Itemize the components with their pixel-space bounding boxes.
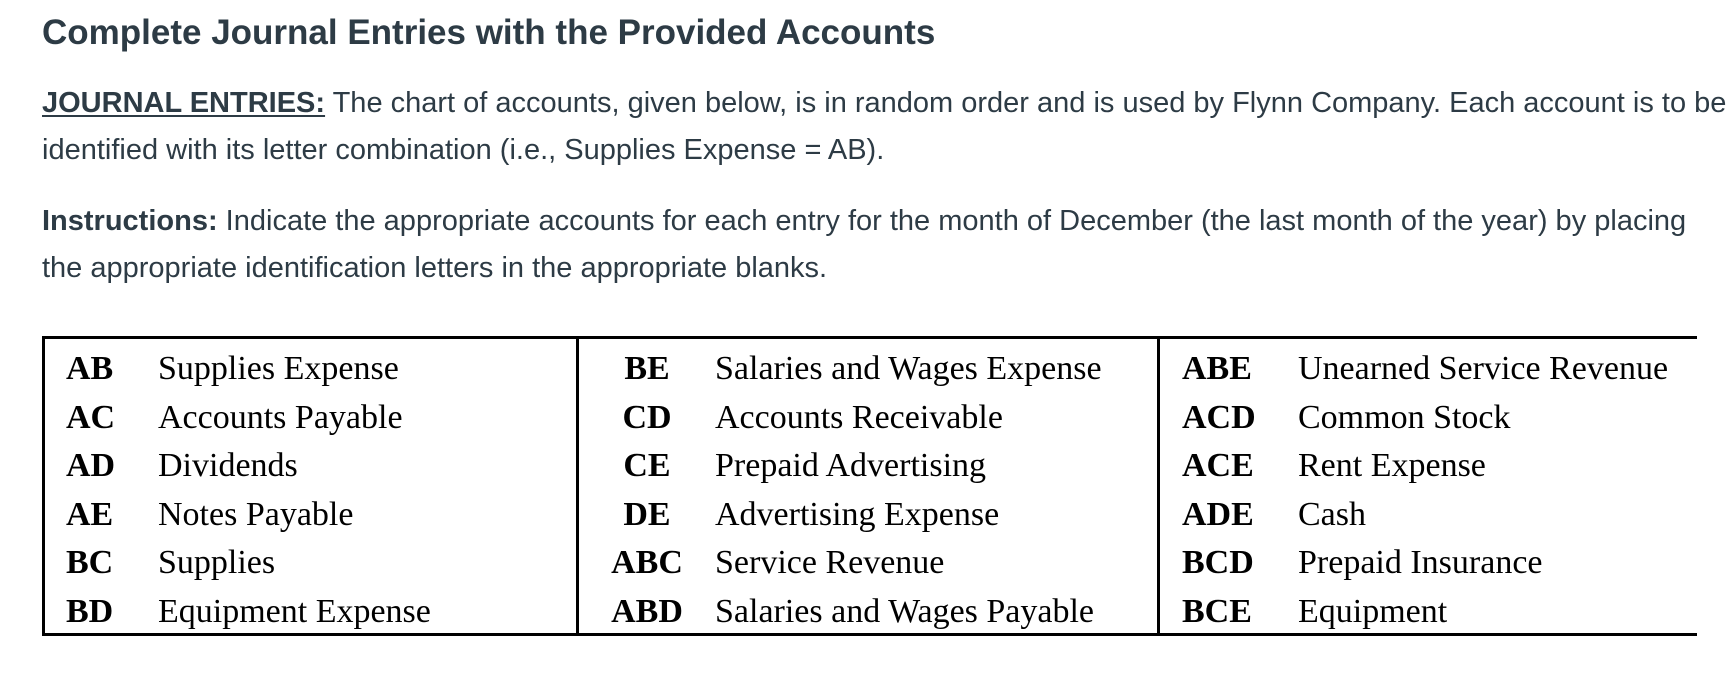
account-code: AD xyxy=(66,447,116,484)
account-code: CD xyxy=(622,398,672,436)
account-row xyxy=(1160,491,1697,540)
account-row xyxy=(45,539,576,588)
accounts-column-2 xyxy=(579,339,1160,633)
account-name: Supplies Expense xyxy=(158,350,399,387)
account-name: Prepaid Insurance xyxy=(1298,544,1543,581)
account-code: ADE xyxy=(1182,495,1254,533)
account-row xyxy=(45,588,576,637)
account-code: ABE xyxy=(1182,350,1252,387)
accounts-column-1 xyxy=(45,339,579,633)
account-name: Dividends xyxy=(158,447,298,484)
account-row xyxy=(579,491,1157,540)
account-code: BD xyxy=(66,592,114,630)
account-row xyxy=(45,442,576,491)
account-row xyxy=(579,588,1157,637)
account-name: Service Revenue xyxy=(715,544,945,581)
account-name: Accounts Receivable xyxy=(715,398,1003,436)
account-row xyxy=(579,345,1157,394)
account-code: BE xyxy=(624,350,670,387)
account-name: Salaries and Wages Expense xyxy=(715,350,1102,387)
accounts-column-3 xyxy=(1160,339,1697,633)
instructions-label: Instructions: xyxy=(42,205,218,237)
account-code: ABC xyxy=(611,544,683,581)
account-name: Rent Expense xyxy=(1298,447,1486,484)
chart-of-accounts-table xyxy=(42,336,1697,636)
account-name: Cash xyxy=(1298,495,1366,533)
account-row xyxy=(45,345,576,394)
account-name: Equipment xyxy=(1298,592,1448,630)
account-code: ABD xyxy=(611,592,683,630)
account-row xyxy=(1160,539,1697,588)
journal-entries-text: The chart of accounts, given below, is in random order and is used by Flynn Company. Each account is to be identified with its letter combination (i.e., Supplies Expense = AB). xyxy=(42,87,1727,166)
account-row xyxy=(579,394,1157,443)
account-row xyxy=(1160,442,1697,491)
account-code: BCD xyxy=(1182,544,1254,581)
account-code: DE xyxy=(623,495,671,533)
account-row xyxy=(1160,345,1697,394)
account-code: CE xyxy=(623,447,671,484)
account-name: Common Stock xyxy=(1298,398,1511,436)
page-title: Complete Journal Entries with the Provided Accounts xyxy=(42,13,936,52)
account-code: BC xyxy=(66,544,114,581)
account-row xyxy=(579,442,1157,491)
question-content xyxy=(42,0,1734,292)
account-code: ACE xyxy=(1182,447,1254,484)
account-name: Unearned Service Revenue xyxy=(1298,350,1669,387)
account-name: Notes Payable xyxy=(158,495,354,533)
account-code: BCE xyxy=(1182,592,1252,630)
account-row xyxy=(1160,394,1697,443)
account-name: Salaries and Wages Payable xyxy=(715,592,1095,630)
account-name: Prepaid Advertising xyxy=(715,447,987,484)
account-code: AB xyxy=(66,350,114,387)
account-row xyxy=(579,539,1157,588)
journal-entries-paragraph xyxy=(42,80,1734,174)
account-row xyxy=(45,491,576,540)
account-code: ACD xyxy=(1182,398,1256,436)
account-row xyxy=(1160,588,1697,637)
instructions-paragraph xyxy=(42,198,1734,292)
account-name: Equipment Expense xyxy=(158,592,431,630)
account-code: AE xyxy=(66,495,114,533)
account-row xyxy=(45,394,576,443)
account-name: Accounts Payable xyxy=(158,398,403,436)
account-code: AC xyxy=(66,398,116,436)
account-name: Advertising Expense xyxy=(715,495,1000,533)
journal-entries-label: JOURNAL ENTRIES: xyxy=(42,87,326,119)
instructions-text: Indicate the appropriate accounts for each entry for the month of December (the last month of the year) by placing the appropriate identification letters in the appropriate blanks. xyxy=(42,205,1687,284)
account-name: Supplies xyxy=(158,544,276,581)
